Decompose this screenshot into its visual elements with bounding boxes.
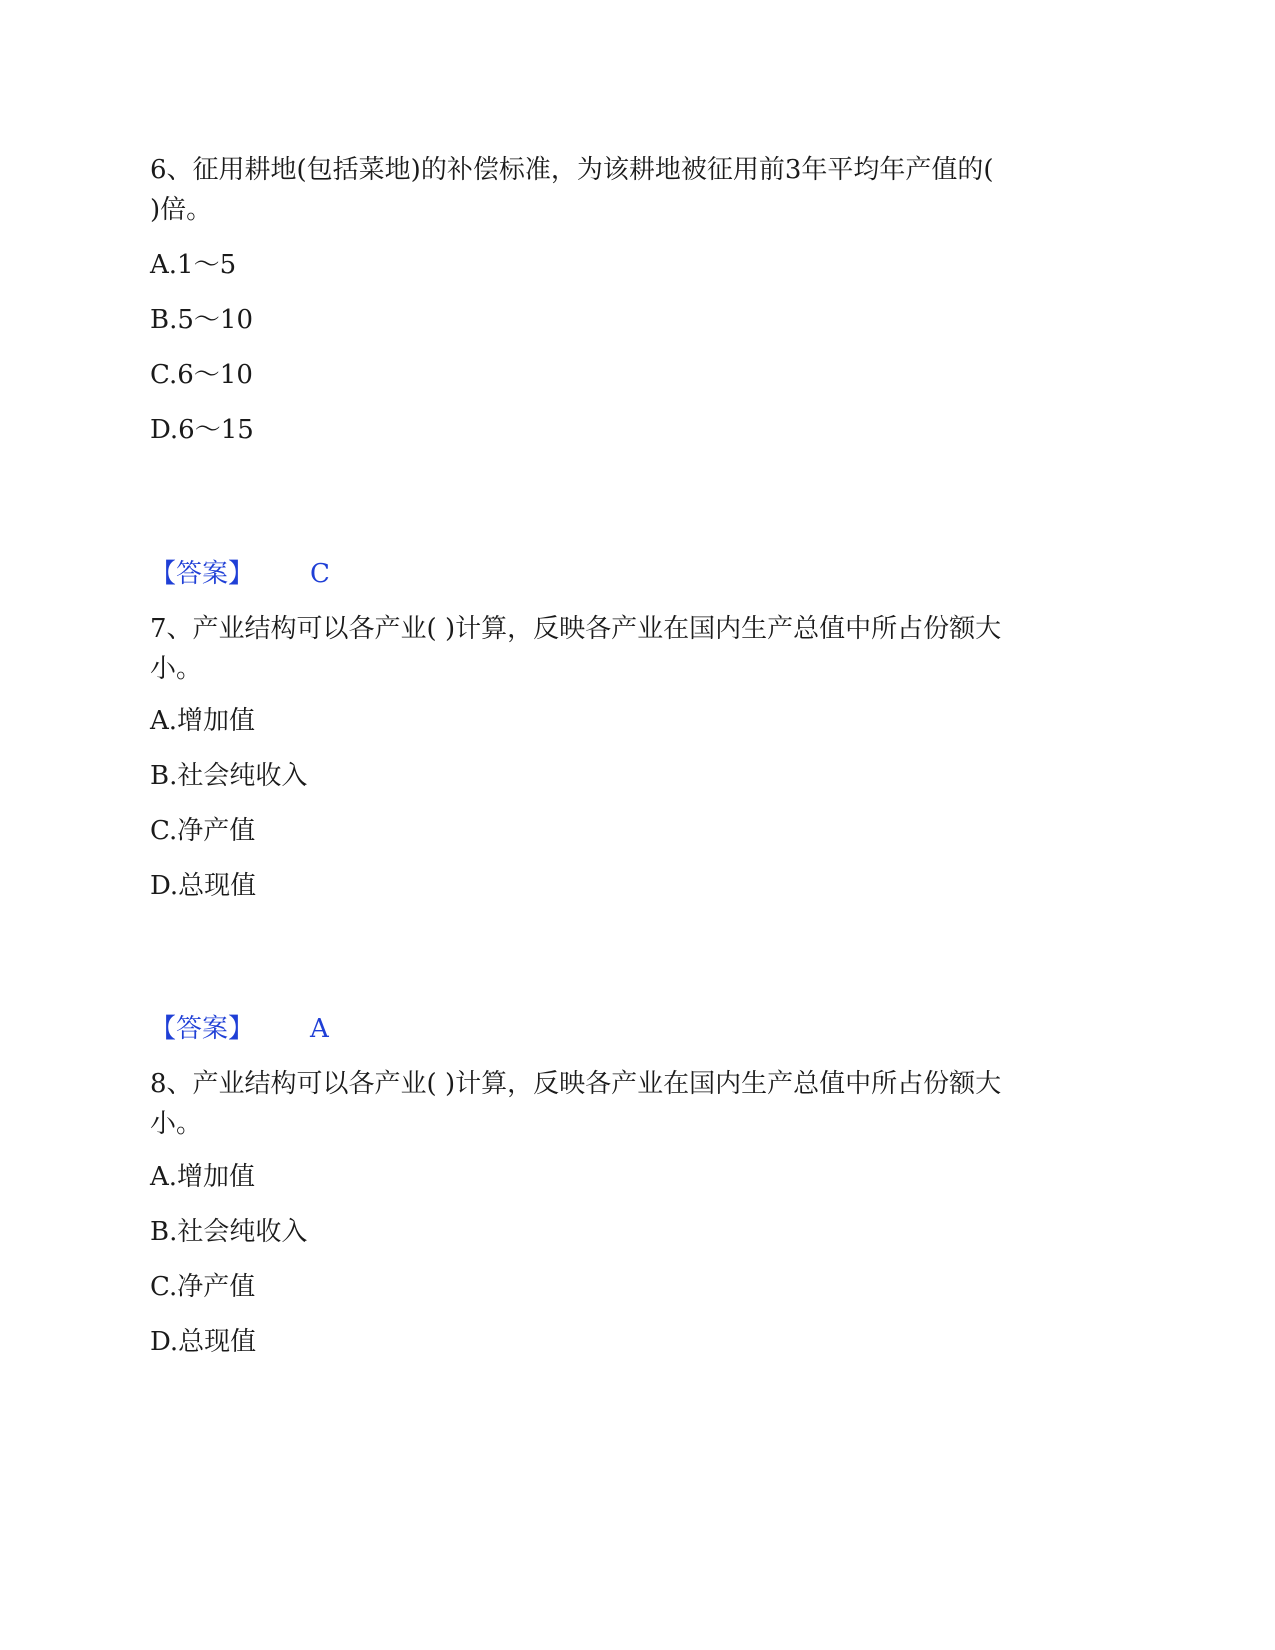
question-7-answer-label: 【答案】 xyxy=(150,1014,255,1044)
question-8-option-b: B.社会纯收入 xyxy=(150,1217,308,1247)
question-6-option-c: C.6～10 xyxy=(150,360,253,390)
question-7-option-d: D.总现值 xyxy=(150,871,257,901)
question-6-answer-value: C xyxy=(310,559,330,589)
question-6-option-a: A.1～5 xyxy=(150,250,237,280)
question-8-stem-line2: 小。 xyxy=(150,1109,203,1139)
question-7-answer-value: A xyxy=(310,1014,329,1044)
question-8-option-a: A.增加值 xyxy=(150,1162,256,1192)
question-7-stem-line1: 7、产业结构可以各产业( )计算，反映各产业在国内生产总值中所占份额大 xyxy=(150,614,1002,644)
question-6-stem-line1: 6、征用耕地(包括菜地)的补偿标准，为该耕地被征用前3年平均年产值的( xyxy=(150,155,994,185)
question-8-option-d: D.总现值 xyxy=(150,1327,257,1357)
question-6-option-b: B.5～10 xyxy=(150,305,253,335)
question-6-answer-label: 【答案】 xyxy=(150,559,255,589)
question-8-option-c: C.净产值 xyxy=(150,1272,256,1302)
question-6-option-d: D.6～15 xyxy=(150,415,254,445)
question-7-option-c: C.净产值 xyxy=(150,816,256,846)
question-6-stem-line2: )倍。 xyxy=(150,195,213,225)
question-7-option-a: A.增加值 xyxy=(150,706,256,736)
question-7-stem-line2: 小。 xyxy=(150,654,203,684)
question-7-option-b: B.社会纯收入 xyxy=(150,761,308,791)
question-8-stem-line1: 8、产业结构可以各产业( )计算，反映各产业在国内生产总值中所占份额大 xyxy=(150,1069,1002,1099)
